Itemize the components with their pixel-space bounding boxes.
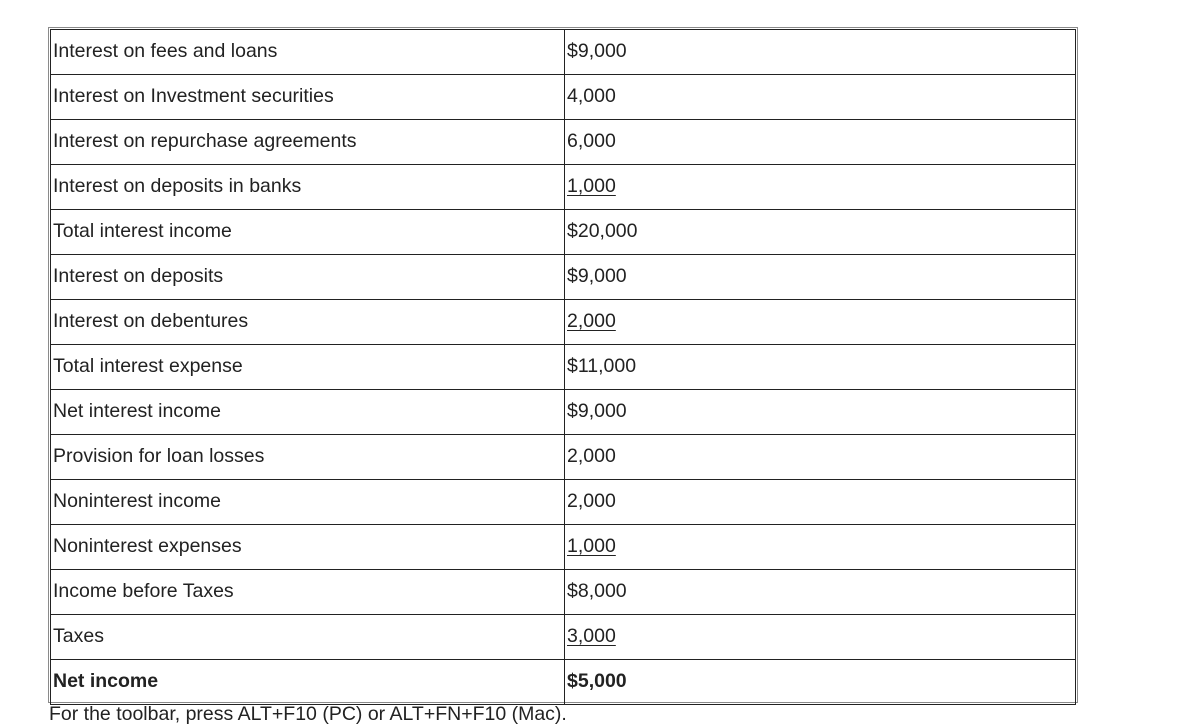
row-value bbox=[565, 120, 1076, 165]
income-statement-table bbox=[50, 29, 1076, 705]
value-text-underlined: 3,000 bbox=[567, 625, 616, 648]
row-value bbox=[565, 210, 1076, 255]
row-label: Interest on Investment securities bbox=[50, 75, 565, 120]
row-value bbox=[565, 480, 1076, 525]
row-label: Net interest income bbox=[50, 390, 565, 435]
row-label-bold: Net income bbox=[50, 660, 565, 705]
value-text: 2,000 bbox=[567, 445, 616, 468]
row-value-bold bbox=[565, 660, 1076, 705]
row-value bbox=[565, 300, 1076, 345]
value-text-underlined: 1,000 bbox=[567, 535, 616, 558]
table-row-interest-on-deposits bbox=[50, 255, 1076, 300]
row-value bbox=[565, 435, 1076, 480]
table-row-interest-on-deposits-in-banks bbox=[50, 165, 1076, 210]
table-row-net-income bbox=[50, 660, 1076, 705]
value-text: $20,000 bbox=[567, 220, 638, 243]
row-label: Interest on repurchase agreements bbox=[50, 120, 565, 165]
row-value bbox=[565, 255, 1076, 300]
row-value bbox=[565, 570, 1076, 615]
row-label: Provision for loan losses bbox=[50, 435, 565, 480]
table-row-noninterest-expenses bbox=[50, 525, 1076, 570]
row-label: Noninterest income bbox=[50, 480, 565, 525]
toolbar-hint: For the toolbar, press ALT+F10 (PC) or ALT+FN+F10 (Mac). bbox=[49, 703, 567, 725]
table-row-interest-on-debentures bbox=[50, 300, 1076, 345]
row-value bbox=[565, 345, 1076, 390]
value-text-underlined: 2,000 bbox=[567, 310, 616, 333]
row-label: Total interest income bbox=[50, 210, 565, 255]
row-value bbox=[565, 525, 1076, 570]
row-value bbox=[565, 75, 1076, 120]
row-value bbox=[565, 29, 1076, 75]
value-text: $9,000 bbox=[567, 265, 627, 288]
value-text-underlined: 1,000 bbox=[567, 175, 616, 198]
row-label: Interest on deposits bbox=[50, 255, 565, 300]
row-label: Interest on debentures bbox=[50, 300, 565, 345]
row-label: Total interest expense bbox=[50, 345, 565, 390]
value-text: 2,000 bbox=[567, 490, 616, 513]
row-label: Taxes bbox=[50, 615, 565, 660]
table-row-net-interest-income bbox=[50, 390, 1076, 435]
table-row-total-interest-income bbox=[50, 210, 1076, 255]
row-label: Noninterest expenses bbox=[50, 525, 565, 570]
row-value bbox=[565, 165, 1076, 210]
value-text: 6,000 bbox=[567, 130, 616, 153]
value-text: $9,000 bbox=[567, 400, 627, 423]
row-label: Income before Taxes bbox=[50, 570, 565, 615]
table-row-provision-for-loan-losses bbox=[50, 435, 1076, 480]
value-text: $9,000 bbox=[567, 40, 627, 63]
table-row-interest-on-repurchase-agreements bbox=[50, 120, 1076, 165]
row-label: Interest on deposits in banks bbox=[50, 165, 565, 210]
table-row-noninterest-income bbox=[50, 480, 1076, 525]
value-text: $8,000 bbox=[567, 580, 627, 603]
table-row-taxes bbox=[50, 615, 1076, 660]
row-value bbox=[565, 615, 1076, 660]
row-value bbox=[565, 390, 1076, 435]
value-text: $11,000 bbox=[567, 355, 637, 378]
table-row-income-before-taxes bbox=[50, 570, 1076, 615]
value-text: 4,000 bbox=[567, 85, 616, 108]
income-statement-table-frame bbox=[48, 27, 1078, 703]
value-text: $5,000 bbox=[567, 670, 627, 693]
table-row-interest-on-fees-and-loans bbox=[50, 29, 1076, 75]
table-row-interest-on-investment-securities bbox=[50, 75, 1076, 120]
table-row-total-interest-expense bbox=[50, 345, 1076, 390]
row-label: Interest on fees and loans bbox=[50, 29, 565, 75]
